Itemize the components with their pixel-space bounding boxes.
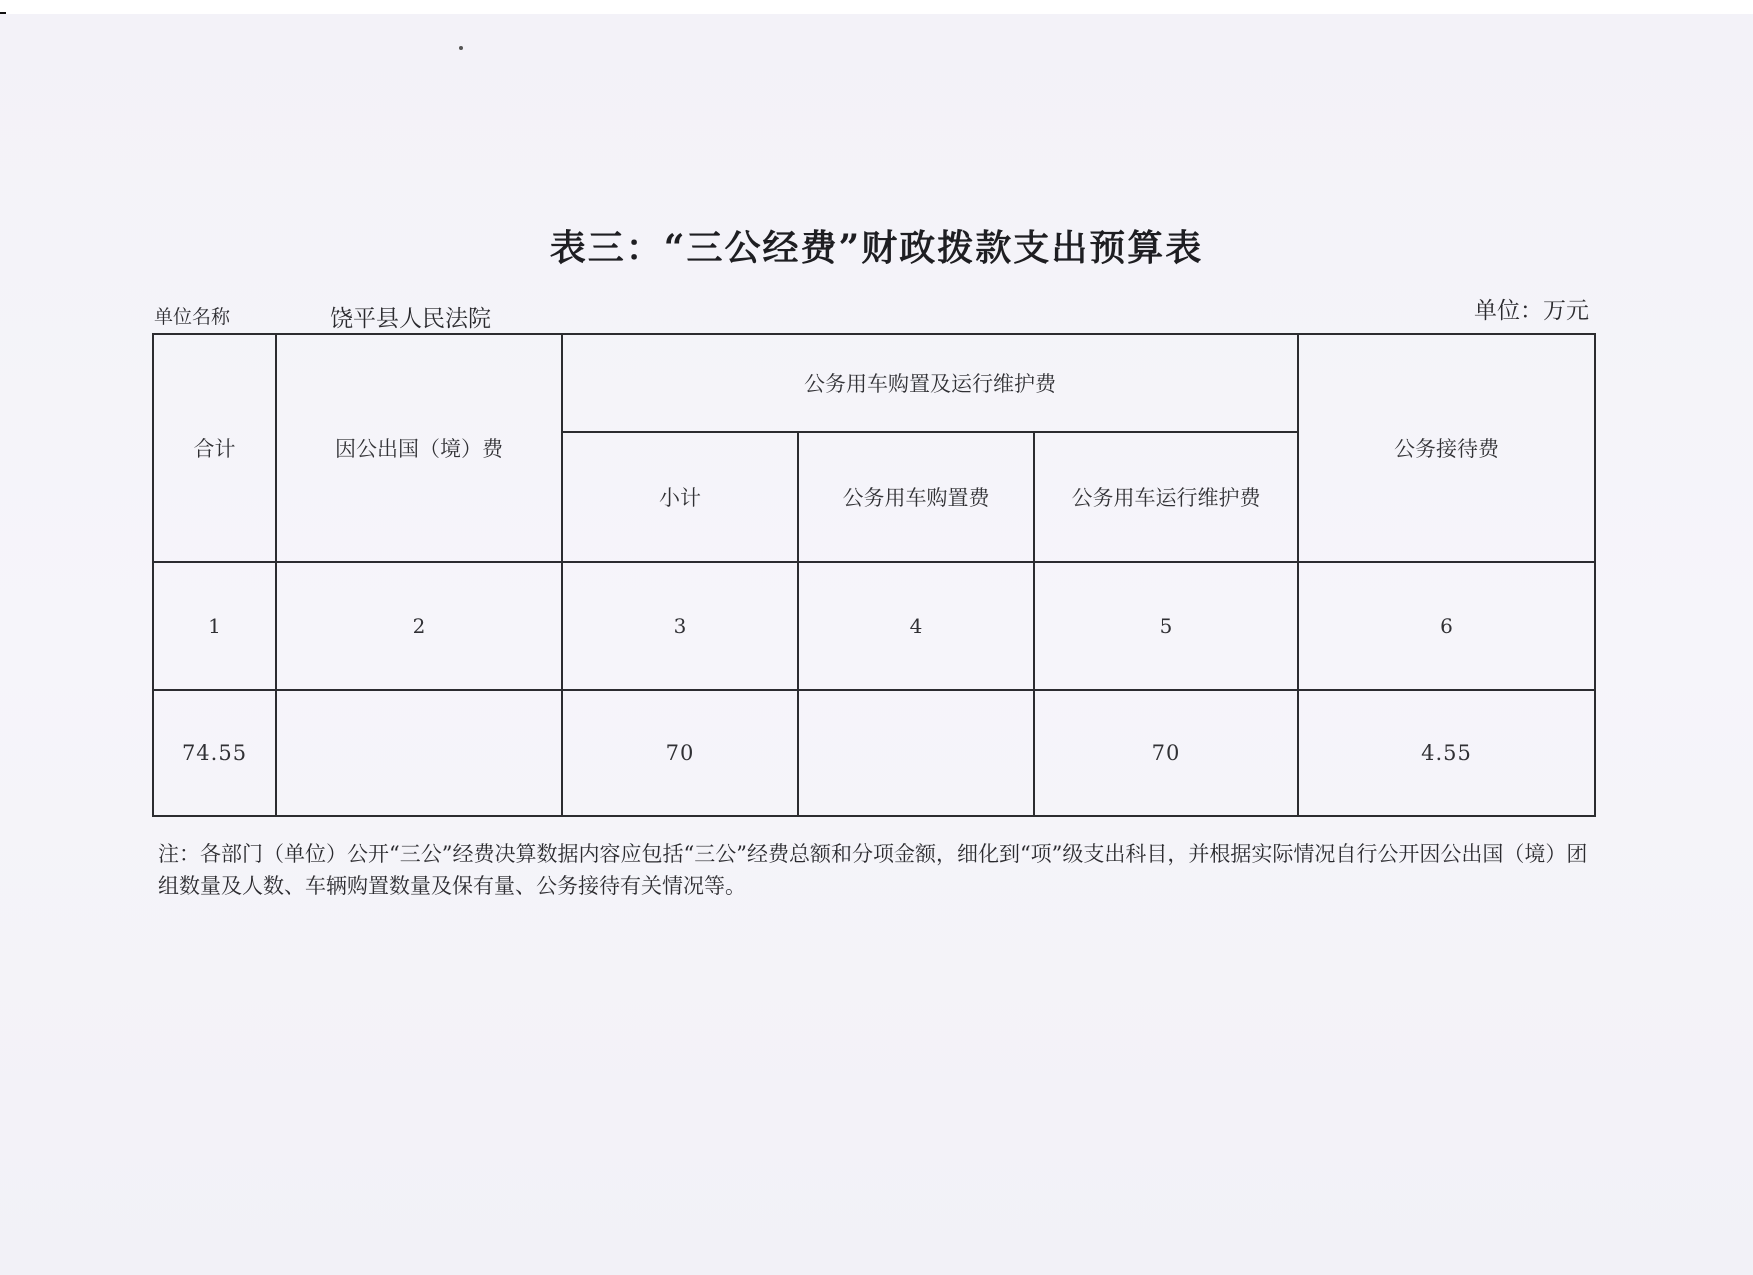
column-number-row <box>153 562 1595 690</box>
header-total: 合计 <box>153 334 276 562</box>
unit-name-label: 单位名称 <box>154 306 231 328</box>
footnote: 注：各部门（单位）公开“三公”经费决算数据内容应包括“三公”经费总额和分项金额，细化到“项”级支出科目，并根据实际情况自行公开因公出国（境）团组数量及人数、车辆购置数量及保有量、公务接待有关情况等。 <box>158 842 1588 898</box>
column-number: 4 <box>798 562 1034 690</box>
value-total: 74.55 <box>153 690 276 816</box>
header-vehicle-maintenance: 公务用车运行维护费 <box>1034 432 1298 562</box>
column-number: 1 <box>153 562 276 690</box>
budget-table <box>152 333 1596 817</box>
value-overseas <box>276 690 562 816</box>
value-subtotal: 70 <box>562 690 798 816</box>
header-overseas: 因公出国（境）费 <box>276 334 562 562</box>
header-reception: 公务接待费 <box>1298 334 1595 562</box>
unit-name-value: 饶平县人民法院 <box>330 306 491 332</box>
column-number: 5 <box>1034 562 1298 690</box>
column-number: 6 <box>1298 562 1595 690</box>
currency-unit-label: 单位：万元 <box>1474 298 1589 324</box>
value-vehicle-purchase <box>798 690 1034 816</box>
column-number: 2 <box>276 562 562 690</box>
header-vehicle-purchase: 公务用车购置费 <box>798 432 1034 562</box>
header-subtotal: 小计 <box>562 432 798 562</box>
scan-top-margin <box>0 0 1753 14</box>
header-row-1 <box>153 334 1595 432</box>
value-vehicle-maintenance: 70 <box>1034 690 1298 816</box>
value-reception: 4.55 <box>1298 690 1595 816</box>
document-title: 表三：“三公经费”财政拨款支出预算表 <box>549 227 1204 269</box>
header-vehicle-group: 公务用车购置及运行维护费 <box>562 334 1298 432</box>
scan-speck <box>459 46 463 50</box>
column-number: 3 <box>562 562 798 690</box>
values-row <box>153 690 1595 816</box>
